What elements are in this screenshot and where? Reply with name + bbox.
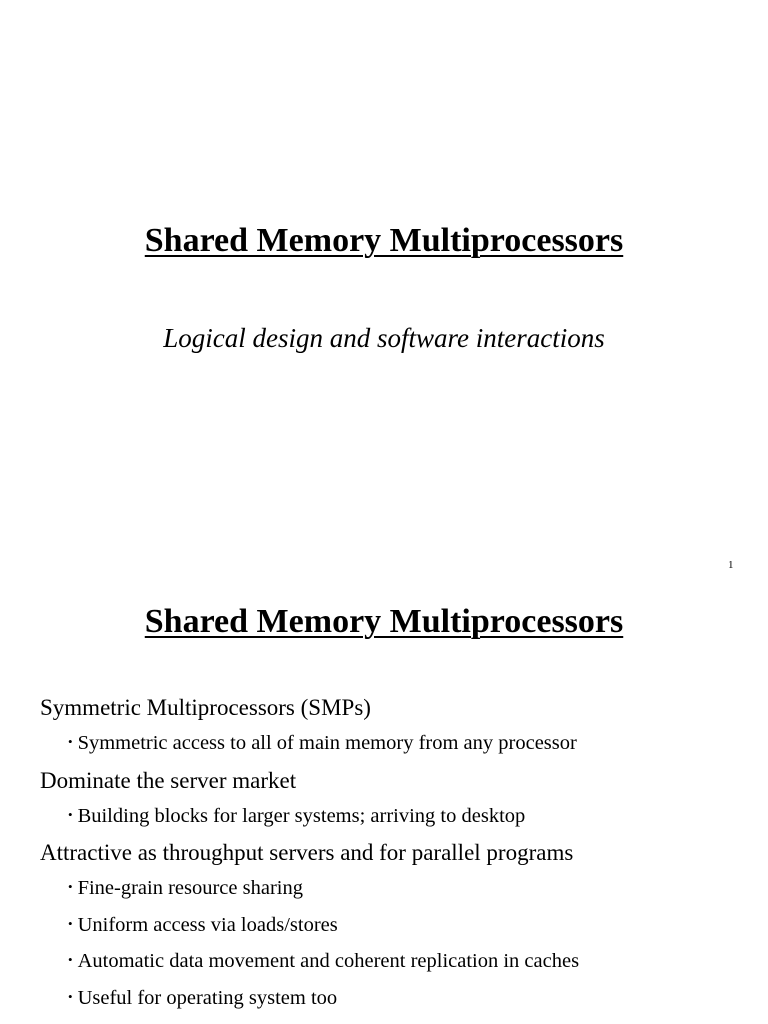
slide-subtitle: Logical design and software interactions xyxy=(163,323,605,353)
bullet-icon: • xyxy=(68,952,73,967)
sub-bullet-text: Fine-grain resource sharing xyxy=(77,877,303,899)
slide-title: Shared Memory Multiprocessors xyxy=(144,222,624,259)
slide-title: Shared Memory Multiprocessors xyxy=(144,603,624,640)
bullet-point: Dominate the server market xyxy=(40,767,297,793)
slide-content xyxy=(40,690,760,1017)
sub-bullet-point xyxy=(40,726,760,763)
bullet-icon: • xyxy=(68,806,73,822)
sub-bullet-text: Uniform access via loads/stores xyxy=(77,913,338,936)
sub-bullet-point xyxy=(40,799,760,836)
bullet-icon: • xyxy=(68,734,73,749)
sub-bullet-point xyxy=(40,908,760,945)
sub-bullet-point xyxy=(40,981,760,1018)
sub-bullet-text: Building blocks for larger systems; arriving to desktop xyxy=(77,804,526,827)
bullet-icon: • xyxy=(68,988,73,1004)
page-number: 1 xyxy=(728,559,734,571)
bullet-icon: • xyxy=(68,915,73,931)
bullet-point: Symmetric Multiprocessors (SMPs) xyxy=(40,695,371,720)
sub-bullet-point xyxy=(40,871,760,908)
sub-bullet-text: Automatic data movement and coherent replication in caches xyxy=(77,950,580,972)
slide-2 xyxy=(0,590,768,1024)
bullet-icon: • xyxy=(68,879,73,894)
sub-bullet-text: Symmetric access to all of main memory from any processor xyxy=(77,732,577,754)
sub-bullet-point xyxy=(40,944,760,981)
bullet-point: Attractive as throughput servers and for parallel programs xyxy=(40,840,574,865)
sub-bullet-text: Useful for operating system too xyxy=(77,986,338,1009)
